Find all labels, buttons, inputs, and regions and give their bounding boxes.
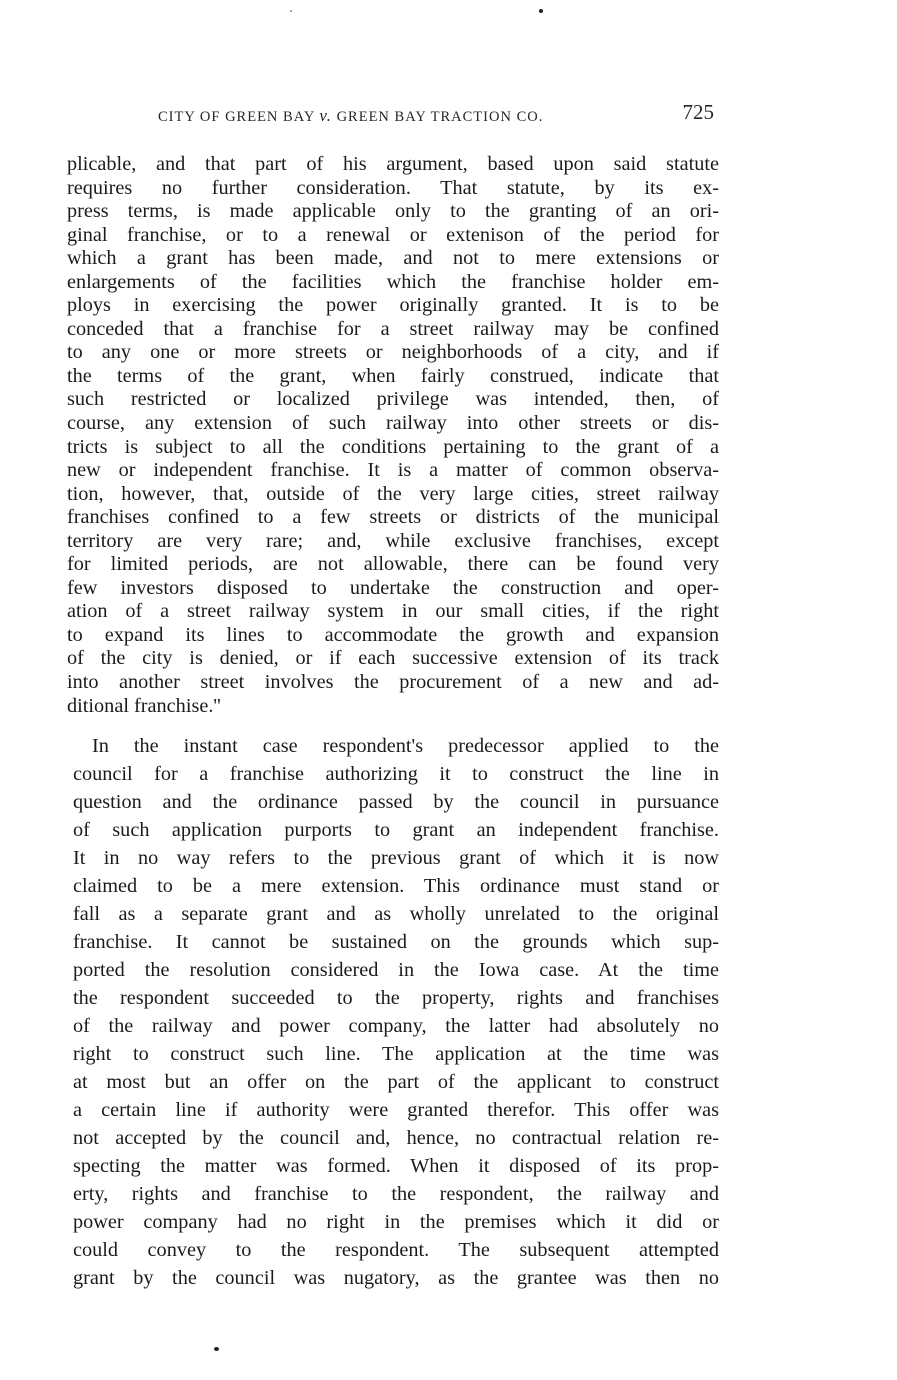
text-line: tricts is subject to all the conditions pertaining to the grant of a [67,435,719,458]
text-line: conceded that a franchise for a street railway may be confined [67,317,719,340]
text-line: new or independent franchise. It is a matter of common observa- [67,459,719,482]
text-line: In the instant case respondent's predecessor applied to the [92,735,719,757]
text-line: question and the ordinance passed by the council in pursuance [73,791,719,813]
text-line: requires no further consideration. That statute, by its ex- [67,176,719,199]
text-line: franchise. It cannot be sustained on the grounds which sup- [73,931,719,953]
text-line: of such application purports to grant an independent franchise. [73,819,719,841]
quoted-passage [67,153,719,718]
text-line: the terms of the grant, when fairly construed, indicate that [67,364,719,387]
text-line: claimed to be a mere extension. This ordinance must stand or [73,875,719,897]
text-line: specting the matter was formed. When it disposed of its prop- [73,1155,719,1177]
text-line: for limited periods, are not allowable, there can be found very [67,553,719,576]
body-paragraph [73,732,719,1292]
text-line: to any one or more streets or neighborhoods of a city, and if [67,341,719,364]
text-line: It in no way refers to the previous grant of which it is now [73,847,719,869]
text-line: a certain line if authority were granted therefor. This offer was [73,1099,719,1121]
text-line: grant by the council was nugatory, as the grantee was then no [73,1267,719,1289]
running-title: CITY OF GREEN BAY v. GREEN BAY TRACTION CO. [158,106,544,125]
text-line: ation of a street railway system in our small cities, if the right [67,600,719,623]
text-line: ditional franchise.'' [67,694,221,717]
text-line: enlargements of the facilities which the franchise holder em- [67,270,719,293]
text-line: of the city is denied, or if each successive extension of its track [67,647,719,670]
text-line: which a grant has been made, and not to mere extensions or [67,247,719,270]
text-line: at most but an offer on the part of the applicant to construct [73,1071,719,1093]
text-line: such restricted or localized privilege was intended, then, of [67,388,719,411]
text-line: could convey to the respondent. The subsequent attempted [73,1239,719,1261]
text-line: ported the resolution considered in the Iowa case. At the time [73,959,719,981]
versus-abbrev: v. [319,106,332,125]
text-line: ginal franchise, or to a renewal or extenison of the period for [67,223,719,246]
text-line: right to construct such line. The application at the time was [73,1043,719,1065]
text-line: fall as a separate grant and as wholly unrelated to the original [73,903,719,925]
print-speck [214,1347,219,1351]
text-line: press terms, is made applicable only to the granting of an ori- [67,200,719,223]
text-line: power company had no right in the premises which it did or [73,1211,719,1233]
text-line: course, any extension of such railway into other streets or dis- [67,412,719,435]
text-line: to expand its lines to accommodate the growth and expansion [67,623,719,646]
print-speck [290,10,292,12]
text-line: not accepted by the council and, hence, no contractual relation re- [73,1127,719,1149]
running-header [60,100,718,126]
print-speck [539,9,543,13]
text-line: franchises confined to a few streets or districts of the municipal [67,506,719,529]
text-line: ploys in exercising the power originally granted. It is to be [67,294,719,317]
text-line: erty, rights and franchise to the respondent, the railway and [73,1183,719,1205]
text-line: territory are very rare; and, while exclusive franchises, except [67,529,719,552]
text-line: council for a franchise authorizing it to construct the line in [73,763,719,785]
page-number: 725 [682,100,714,124]
text-line: the respondent succeeded to the property, rights and franchises [73,987,719,1009]
text-line: into another street involves the procurement of a new and ad- [67,671,719,694]
text-line: of the railway and power company, the latter had absolutely no [73,1015,719,1037]
text-line: plicable, and that part of his argument, based upon said statute [67,153,719,175]
text-line: few investors disposed to undertake the construction and oper- [67,576,719,599]
text-line: tion, however, that, outside of the very large cities, street railway [67,482,719,505]
